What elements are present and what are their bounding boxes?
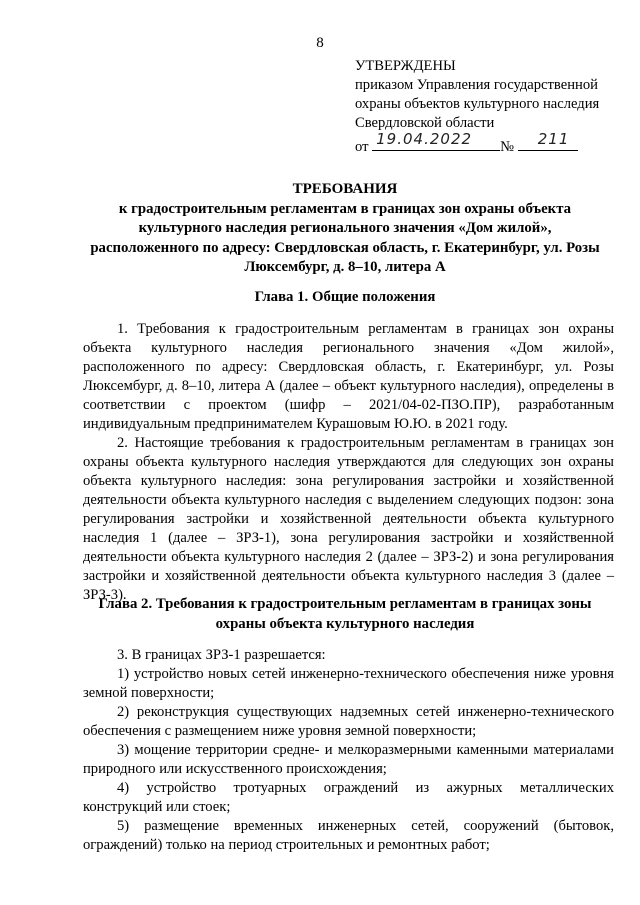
- handwritten-date: 19.04.2022: [376, 130, 473, 148]
- approval-line-2: охраны объектов культурного наследия: [355, 96, 600, 112]
- date-field: [372, 130, 500, 151]
- paragraph-3: 3. В границах ЗРЗ-1 разрешается:: [117, 647, 326, 663]
- handwritten-number: 211: [537, 130, 570, 148]
- document-title: [70, 180, 620, 278]
- number-prefix: №: [500, 139, 515, 155]
- list-item-4: 4) устройство тротуарных ограждений из ажурных металлических конструкций или стоек;: [83, 780, 614, 815]
- title-line-3: расположенного по адресу: Свердловская область, г. Екатеринбург, ул. Розы: [90, 239, 600, 256]
- chapter-2-heading-line-2: охраны объекта культурного наследия: [215, 615, 475, 632]
- list-item-3: 3) мощение территории средне- и мелкоразмерными каменными материалами природного или искусственного происхождения;: [83, 742, 614, 777]
- chapter-1-heading: Глава 1. Общие положения: [254, 289, 436, 305]
- chapter-2-body: [83, 646, 614, 855]
- chapter-2-heading-line-1: Глава 2. Требования к градостроительным регламентам в границах зоны: [98, 596, 592, 612]
- paragraph-1: 1. Требования к градостроительным регламентам в границах зон охраны объекта культурного наследия регионального значения «Дом жилой», расположенного по адресу: Свердловская область, г. Екатеринбург, ул. Розы Люксембург, д. 8–10, литера А (далее – объект культурного наследия), определены в соответствии с проектом (шифр – 2021/04-02-ПЗО.ПР), разработанным индивидуальным предпринимателем Курашовым Ю.Ю. в 2021 году.: [83, 321, 614, 432]
- list-item-5: 5) размещение временных инженерных сетей, сооружений (бытовок, ограждений) только на период строительных и ремонтных работ;: [83, 818, 614, 853]
- chapter-2-heading: [70, 595, 620, 634]
- title-main: ТРЕБОВАНИЯ: [292, 181, 398, 197]
- chapter-1-body: [83, 320, 614, 605]
- page-number: 8: [316, 35, 324, 51]
- date-prefix: от: [355, 139, 369, 155]
- title-line-1: к градостроительным регламентам в границах зон охраны объекта: [118, 200, 572, 217]
- approval-heading: УТВЕРЖДЕНЫ: [355, 58, 456, 74]
- approval-date-number-line: [355, 130, 625, 157]
- approval-line-3: Свердловской области: [355, 115, 495, 131]
- approval-block: [355, 57, 625, 157]
- list-item-1: 1) устройство новых сетей инженерно-технического обеспечения ниже уровня земной поверхности;: [83, 666, 614, 701]
- approval-line-1: приказом Управления государственной: [355, 77, 598, 93]
- title-line-4: Люксембург, д. 8–10, литера А: [244, 259, 446, 276]
- number-field: [518, 130, 578, 151]
- list-item-2: 2) реконструкция существующих надземных сетей инженерно-технического обеспечения с размещением ниже уровня земной поверхности;: [83, 704, 614, 739]
- paragraph-2: 2. Настоящие требования к градостроительным регламентам в границах зон охраны объекта культурного наследия утверждаются для следующих зон охраны объекта культурного наследия: зона регулирования застройки и хозяйственной деятельности объекта культурного наследия с выделением следующих подзон: зона регулирования застройки и хозяйственной деятельности объекта культурного наследия 1 (далее – ЗРЗ-1), зона регулирования застройки и хозяйственной деятельности объекта культурного наследия 2 (далее – ЗРЗ-2) и зона регулирования застройки и хозяйственной деятельности объекта культурного наследия 3 (далее – ЗРЗ-3).: [83, 435, 614, 603]
- title-line-2: культурного наследия регионального значения «Дом жилой»,: [138, 220, 552, 237]
